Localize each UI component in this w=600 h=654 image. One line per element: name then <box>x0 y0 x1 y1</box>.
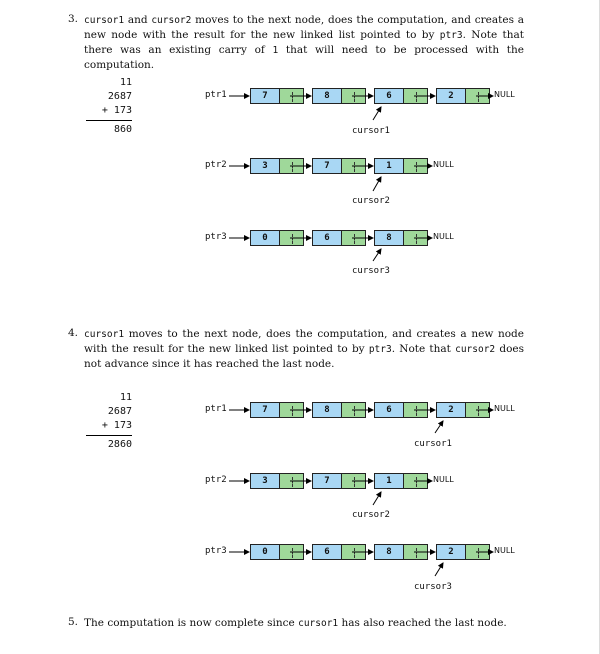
cursor1-label: cursor1 <box>352 126 390 136</box>
ptr2-label: ptr2 <box>205 475 227 485</box>
step-5-number: 5. <box>68 616 79 628</box>
carry-digits: 11 <box>119 392 132 403</box>
list-node: 7 <box>250 402 304 418</box>
list-node: 2 <box>436 402 490 418</box>
null-label: NULL <box>494 404 515 413</box>
cursor3-label: cursor3 <box>414 582 452 592</box>
list-node: 7 <box>312 158 366 174</box>
list-node: 8 <box>312 88 366 104</box>
list-node: 1 <box>374 473 428 489</box>
list-node: 6 <box>312 544 366 560</box>
list-node: 7 <box>312 473 366 489</box>
list-node: 0 <box>250 230 304 246</box>
list-node: 1 <box>374 158 428 174</box>
null-label: NULL <box>433 160 454 169</box>
cursor3-label: cursor3 <box>352 266 390 276</box>
cursor-arrow <box>373 107 381 120</box>
step-4-text: cursor1 moves to the next node, does the computation, and creates a new node with the result for the new linked list pointed to by ptr3. Note that cursor2 does not advance since it has reached the last node. <box>84 328 525 370</box>
null-label: NULL <box>494 546 515 555</box>
list-node: 3 <box>250 473 304 489</box>
list-node: 6 <box>374 402 428 418</box>
list-node: 3 <box>250 158 304 174</box>
list-node: 0 <box>250 544 304 560</box>
list-node: 8 <box>374 230 428 246</box>
addend-top: 2687 <box>107 91 132 102</box>
addend-bottom: + 173 <box>101 420 132 431</box>
list-node: 2 <box>436 88 490 104</box>
step-3-number: 3. <box>68 13 79 25</box>
ptr1-label: ptr1 <box>205 90 227 100</box>
addend-top: 2687 <box>107 406 132 417</box>
list-node: 8 <box>374 544 428 560</box>
cursor-arrow <box>435 563 443 576</box>
addition-2 <box>86 391 132 452</box>
cursor-arrow <box>373 249 381 261</box>
sum-result: 860 <box>86 120 132 137</box>
carry-digits: 11 <box>119 77 132 88</box>
cursor2-label: cursor2 <box>352 196 390 206</box>
ptr1-label: ptr1 <box>205 404 227 414</box>
list-node: 6 <box>312 230 366 246</box>
ptr3-label: ptr3 <box>205 546 227 556</box>
cursor2-label: cursor2 <box>352 510 390 520</box>
cursor-arrow <box>435 421 443 433</box>
cursor-arrow <box>373 177 381 191</box>
null-label: NULL <box>433 475 454 484</box>
step-5-text: The computation is now complete since cursor1 has also reached the last node. <box>84 617 507 629</box>
ptr3-label: ptr3 <box>205 232 227 242</box>
list-node: 8 <box>312 402 366 418</box>
sum-result: 2860 <box>86 435 132 452</box>
step-4-number: 4. <box>68 327 79 339</box>
cursor1-label: cursor1 <box>414 439 452 449</box>
addition-1 <box>86 76 132 137</box>
list-node: 6 <box>374 88 428 104</box>
list-node: 7 <box>250 88 304 104</box>
cursor-arrow <box>373 492 381 505</box>
ptr2-label: ptr2 <box>205 160 227 170</box>
null-label: NULL <box>494 90 515 99</box>
addend-bottom: + 173 <box>101 105 132 116</box>
list-node: 2 <box>436 544 490 560</box>
step-3-text: cursor1 and cursor2 moves to the next node, does the computation, and creates a new node with the result for the new linked list pointed to by ptr3. Note that there was an existing carry of 1 that will need to be processed with the computation. <box>84 14 525 71</box>
null-label: NULL <box>433 232 454 241</box>
